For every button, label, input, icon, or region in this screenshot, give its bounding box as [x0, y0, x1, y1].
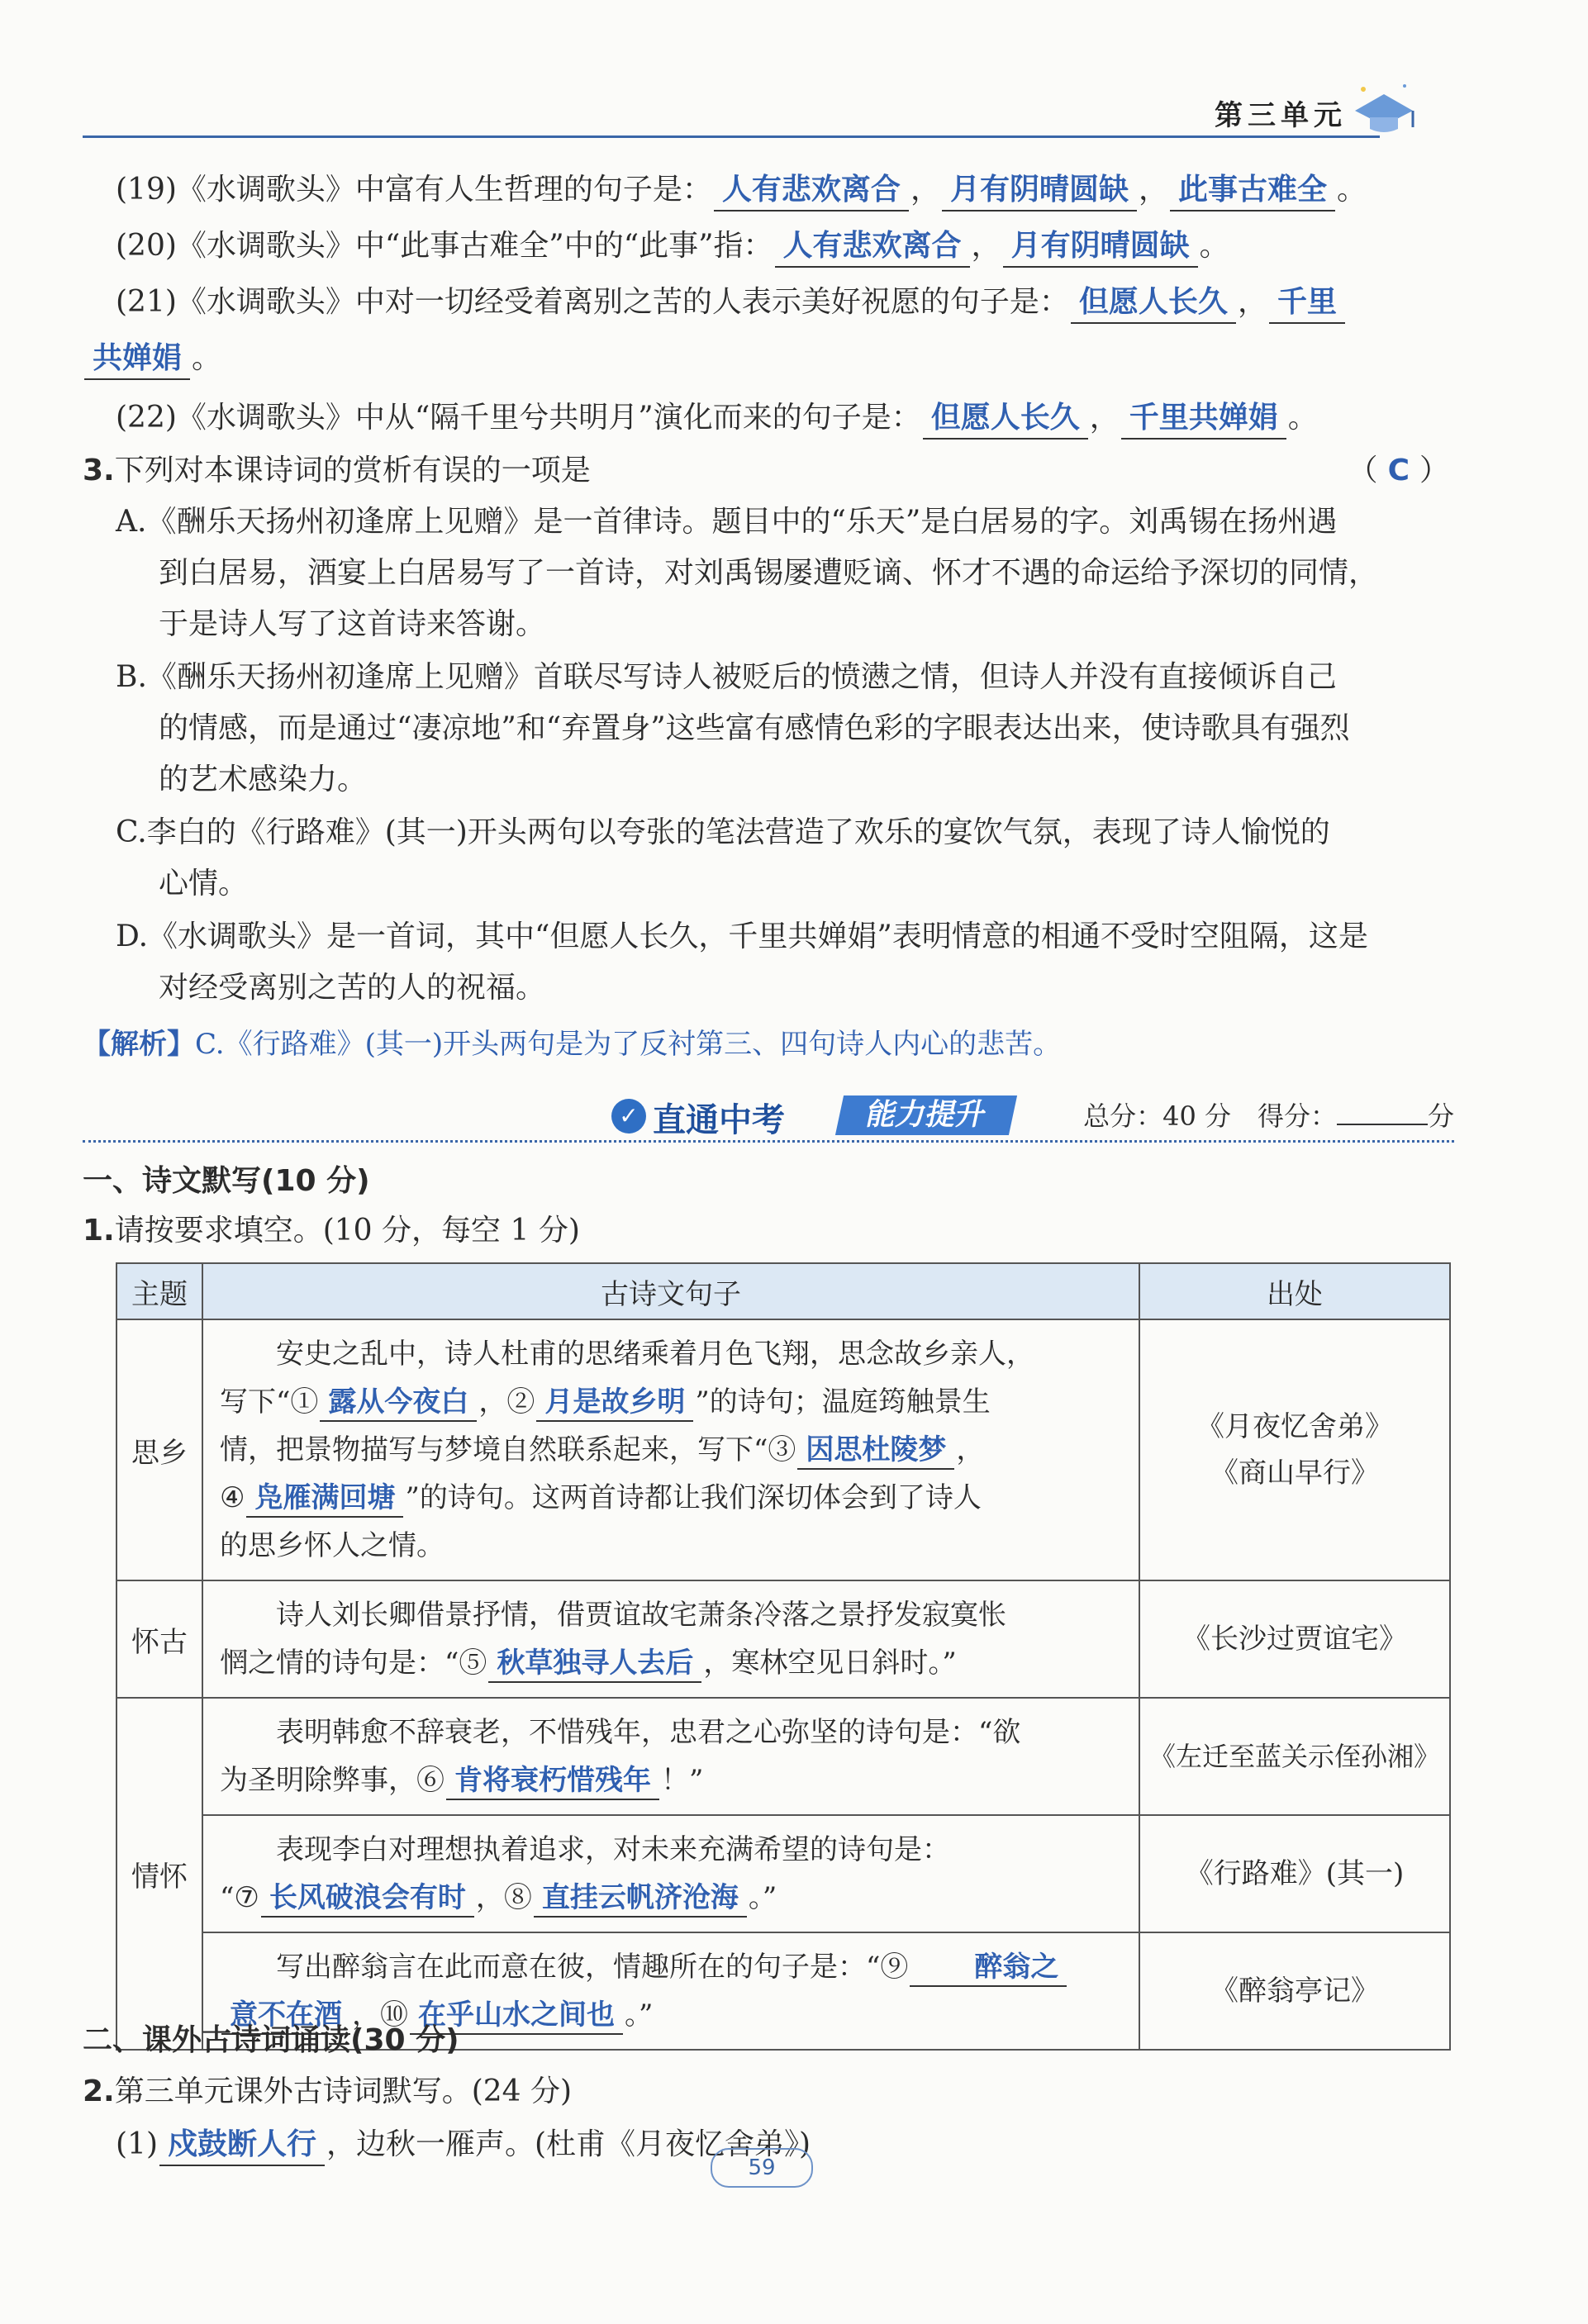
item-prompt: 《水调歌头》中对一切经受着离别之苦的人表示美好祝愿的句子是： — [176, 285, 1069, 319]
answer-blank: 但愿人长久 — [1071, 283, 1236, 324]
header-source: 出处 — [1139, 1263, 1450, 1319]
item-number: (1) — [116, 2127, 158, 2161]
unit-title: 第三单元 — [1215, 99, 1347, 132]
lines-cell — [202, 1580, 1139, 1698]
q2-item-20: (20)《水调歌头》中“此事古难全”中的“此事”指： 人有悲欢离合 ， 月有阴晴圆缺 。 — [116, 221, 1229, 271]
option-a-line2: 到白居易，酒宴上白居易写了一首诗，对刘禹锡屡遭贬谪、怀才不遇的命运给予深切的同情， — [159, 556, 1379, 590]
banner-title-box — [537, 1091, 1074, 1137]
cell-text: ④ — [220, 1481, 245, 1514]
cell-line — [220, 1874, 1122, 1922]
q3-stem — [83, 446, 591, 496]
answer-blank: 此事古难全 — [1170, 170, 1335, 211]
item-number: (20) — [116, 229, 177, 263]
score-line — [1083, 1095, 1454, 1133]
table-row — [116, 1815, 1450, 1932]
cell-line — [220, 1756, 1122, 1804]
page-number: 59 — [711, 2148, 813, 2188]
question-text: 第三单元课外古诗词默写。(24 分) — [114, 2074, 573, 2108]
table-row — [116, 1698, 1450, 1815]
analysis-text: C.《行路难》(其一)开头两句是为了反衬第三、四句诗人内心的悲苦。 — [195, 1028, 1062, 1061]
paren-close: ） — [1419, 454, 1449, 487]
answer-choice: C — [1387, 454, 1410, 487]
lines-cell — [202, 1319, 1139, 1580]
q2-item-19: (19)《水调歌头》中富有人生哲理的句子是： 人有悲欢离合 ， 月有阴晴圆缺 ， 此事古难全 。 — [116, 165, 1367, 215]
q2-item-21-cont — [83, 334, 221, 383]
cell-text: 惘之情的诗句是：“⑤ — [220, 1647, 487, 1680]
check-icon: ✓ — [611, 1099, 646, 1133]
theme-cell: 情怀 — [116, 1698, 202, 2050]
table-row — [116, 1319, 1450, 1580]
header-theme: 主题 — [116, 1263, 202, 1319]
item-end: 。 — [1199, 229, 1229, 263]
cell-line — [220, 1943, 1122, 1991]
cell-text: 写出醉翁言在此而意在彼，情趣所在的句子是：“⑨ — [276, 1951, 909, 1984]
item-prompt: 《水调歌头》中从“隔千里兮共明月”演化而来的句子是： — [176, 401, 921, 435]
answer-blank: 共婵娟 — [84, 339, 190, 380]
q1-stem — [83, 1206, 580, 1256]
cell-text: ”的诗句；温庭筠触景生 — [695, 1385, 991, 1419]
lines-cell — [202, 1698, 1139, 1815]
q2b-item-1 — [116, 2120, 811, 2170]
paren-open: （ — [1348, 454, 1378, 487]
header-lines: 古诗文句子 — [202, 1263, 1139, 1319]
section-1-title: 一、诗文默写(10 分) — [83, 1164, 370, 1198]
answer-blank: 戍鼓断人行 — [159, 2125, 325, 2166]
cell-text: ， — [956, 1433, 985, 1466]
score-unit: 分 — [1427, 1100, 1454, 1132]
cell-text: ，⑩ — [352, 1998, 408, 2032]
option-b-line3: 的艺术感染力。 — [159, 763, 368, 796]
item-text: ，边秋一雁声。(杜甫《月夜忆舍弟》) — [326, 2127, 811, 2161]
answer-blank: 月有阴晴圆缺 — [942, 170, 1137, 211]
source-cell: 《行路难》(其一) — [1139, 1815, 1450, 1932]
source-title: 《月夜忆舍弟》 — [1196, 1410, 1393, 1443]
cell-line: 表现李白对理想执着追求，对未来充满希望的诗句是： — [276, 1833, 950, 1866]
lines-cell — [202, 1815, 1139, 1932]
question-number: 3. — [83, 454, 115, 487]
cell-line: 表明韩愈不辞衰老，不惜残年，忠君之心弥坚的诗句是：“欲 — [276, 1716, 1021, 1749]
option-a-line3: 于是诗人写了这首诗来答谢。 — [159, 607, 546, 641]
answer-blank: 直挂云帆济沧海 — [534, 1880, 747, 1918]
cell-text: ！” — [661, 1764, 704, 1797]
analysis-tag: 【解析】 — [83, 1028, 195, 1061]
q3-answer — [1348, 446, 1449, 496]
option-b-line2: 的情感，而是通过“凄凉地”和“弃置身”这些富有感情色彩的字眼表达出来，使诗歌具有强烈 — [159, 711, 1350, 745]
score-blank — [1337, 1099, 1428, 1125]
answer-blank: 秋草独寻人去后 — [488, 1645, 701, 1683]
q2b-stem — [83, 2067, 572, 2117]
answer-blank: 长风破浪会有时 — [261, 1880, 474, 1918]
answer-blank: 千里 — [1269, 283, 1345, 324]
item-end: 。 — [192, 341, 222, 375]
question-text: 下列对本课诗词的赏析有误的一项是 — [114, 454, 591, 487]
answer-blank: 月有阴晴圆缺 — [1003, 226, 1198, 268]
poetry-table — [116, 1262, 1451, 2051]
table-header-row — [116, 1263, 1450, 1319]
cell-line — [220, 1474, 1122, 1522]
cell-text: ”的诗句。这两首诗都让我们深切体会到了诗人 — [405, 1481, 982, 1514]
answer-blank: 人有悲欢离合 — [714, 170, 909, 211]
q2-item-22: (22)《水调歌头》中从“隔千里兮共明月”演化而来的句子是： 但愿人长久 ， 千里共婵娟 。 — [116, 393, 1318, 443]
cell-text: “⑦ — [220, 1881, 259, 1914]
answer-blank: 肯将衰朽惜残年 — [446, 1762, 659, 1800]
item-end: 。 — [1337, 173, 1367, 207]
theme-cell: 思乡 — [116, 1319, 202, 1580]
cell-text: 情，把景物描写与梦境自然联系起来，写下“③ — [220, 1433, 796, 1466]
cell-line: 诗人刘长卿借景抒情，借贾谊故宅萧条冷落之景抒发寂寞怅 — [276, 1599, 1006, 1632]
cell-text: ，寒林空见日斜时。” — [703, 1647, 957, 1680]
source-cell: 《长沙过贾谊宅》 — [1139, 1580, 1450, 1698]
answer-blank: 因思杜陵梦 — [797, 1432, 954, 1470]
answer-blank: 月是故乡明 — [536, 1384, 693, 1422]
item-prompt: 《水调歌头》中富有人生哲理的句子是： — [176, 173, 712, 207]
banner-title: 直通中考 — [653, 1101, 785, 1139]
source-cell: 《左迁至蓝关示侄孙湘》 — [1139, 1698, 1450, 1815]
source-cell — [1139, 1319, 1450, 1580]
answer-blank: 醉翁之 — [910, 1949, 1067, 1987]
cell-line — [220, 1426, 1122, 1474]
cell-text: 写下“① — [220, 1385, 319, 1419]
q2-item-21: (21)《水调歌头》中对一切经受着离别之苦的人表示美好祝愿的句子是： 但愿人长久 ， 千里 — [116, 278, 1347, 327]
question-number: 2. — [83, 2074, 115, 2108]
banner-subtitle: 能力提升 — [835, 1095, 1017, 1135]
section-2-title: 二、课外古诗词诵读(30 分) — [83, 2023, 459, 2057]
answer-blank: 人有悲欢离合 — [775, 226, 970, 268]
score-label: 总分：40 分 得分： — [1083, 1100, 1337, 1132]
option-c-line2: 心情。 — [159, 867, 249, 901]
option-b-line1: B.《酬乐天扬州初逢席上见赠》首联尽写诗人被贬后的愤懑之情，但诗人并没有直接倾诉自己 — [116, 660, 1337, 694]
cell-text: 。” — [748, 1881, 777, 1914]
option-d-line1: D.《水调歌头》是一首词，其中“但愿人长久，千里共婵娟”表明情意的相通不受时空阻隔，这是 — [116, 920, 1368, 953]
question-number: 1. — [83, 1214, 115, 1248]
item-number: (19) — [116, 173, 177, 207]
graduation-cap-icon — [1347, 78, 1421, 135]
item-end: 。 — [1287, 401, 1318, 435]
cell-line — [220, 1639, 1122, 1687]
item-number: (21) — [116, 285, 177, 319]
table-row — [116, 1580, 1450, 1698]
answer-blank: 意不在酒 — [221, 1997, 350, 2035]
item-number: (22) — [116, 401, 177, 435]
source-cell: 《醉翁亭记》 — [1139, 1932, 1450, 2050]
option-d-line2: 对经受离别之苦的人的祝福。 — [159, 971, 546, 1005]
cell-text: 。” — [625, 1998, 654, 2032]
cell-line — [220, 1378, 1122, 1426]
cell-line: 安史之乱中，诗人杜甫的思绪乘着月色飞翔，思念故乡亲人， — [276, 1338, 1034, 1371]
answer-blank: 在乎山水之间也 — [410, 1997, 623, 2035]
option-a-line1: A.《酬乐天扬州初逢席上见赠》是一首律诗。题目中的“乐天”是白居易的字。刘禹锡在扬州遇 — [116, 505, 1338, 539]
page-header — [83, 83, 1454, 140]
question-text: 请按要求填空。(10 分，每空 1 分) — [114, 1214, 580, 1248]
analysis — [83, 1019, 1061, 1069]
header-rule — [83, 135, 1380, 138]
cell-text: ，② — [478, 1385, 535, 1419]
section-banner — [83, 1089, 1454, 1143]
banner-divider — [83, 1140, 1454, 1143]
cell-line: 的思乡怀人之情。 — [220, 1529, 445, 1562]
answer-blank: 但愿人长久 — [923, 398, 1088, 440]
cell-text: ，⑧ — [475, 1881, 532, 1914]
item-prompt: 《水调歌头》中“此事古难全”中的“此事”指： — [176, 229, 773, 263]
answer-blank: 露从今夜白 — [320, 1384, 477, 1422]
cell-text: 为圣明除弊事，⑥ — [220, 1764, 445, 1797]
option-c-line1: C.李白的《行路难》(其一)开头两句以夸张的笔法营造了欢乐的宴饮气氛，表现了诗人愉悦的 — [116, 815, 1330, 849]
theme-cell: 怀古 — [116, 1580, 202, 1698]
answer-blank: 千里共婵娟 — [1121, 398, 1286, 440]
source-title: 《商山早行》 — [1210, 1457, 1379, 1490]
answer-blank: 凫雁满回塘 — [246, 1480, 403, 1518]
